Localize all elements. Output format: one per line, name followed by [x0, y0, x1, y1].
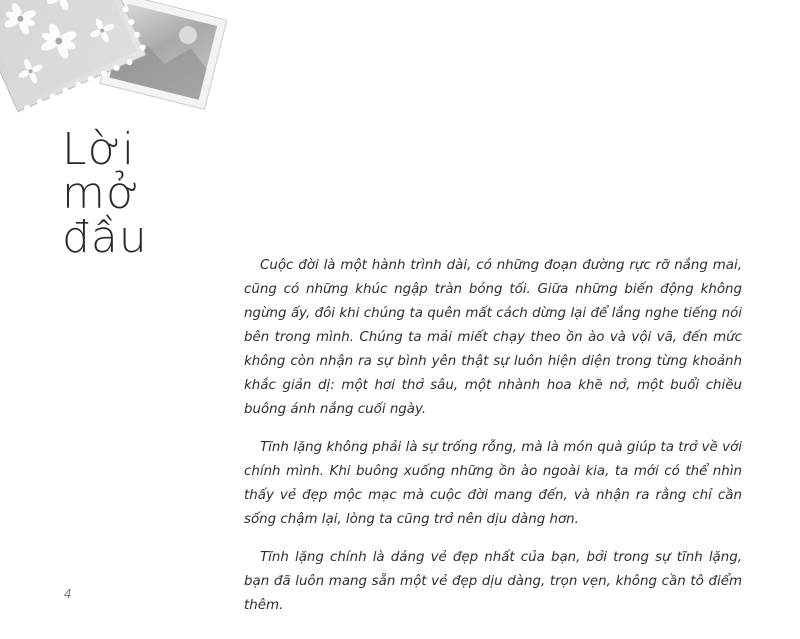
body-text	[244, 254, 742, 632]
postage-stamp-flowers-icon	[0, 0, 150, 115]
chapter-title-line: mở	[62, 168, 141, 219]
chapter-title-line: Lời	[62, 124, 136, 175]
paragraph: Cuộc đời là một hành trình dài, có những đoạn đường rực rỡ nắng mai, cũng có những khúc ngập tràn bóng tối. Giữa những biến động không ngừng ấy, đôi khi chúng ta quên mất cách dừng lại để lắng nghe tiếng nói bên trong mình. Chúng ta mải miết chạy theo ồn ào và vội vã, đến mức không còn nhận ra sự bình yên thật sự luôn hiện diện trong từng khoảnh khắc giản dị: một hơi thở sâu, một nhành hoa khẽ nở, một buổi chiều buông ánh nắng cuối ngày.	[244, 258, 742, 417]
chapter-title-line: đầu	[62, 212, 148, 263]
page-number: 4	[64, 587, 72, 601]
chapter-title	[62, 124, 148, 263]
paragraph: Tĩnh lặng chính là dáng vẻ đẹp nhất của bạn, bởi trong sự tĩnh lặng, bạn đã luôn mang sẵn một vẻ đẹp dịu dàng, trọn vẹn, không cần tô điểm thêm.	[244, 550, 742, 613]
paragraph: Tĩnh lặng không phải là sự trống rỗng, mà là món quà giúp ta trở về với chính mình. Khi buông xuống những ồn ào ngoài kia, ta mới có thể nhìn thấy vẻ đẹp mộc mạc mà cuộc đời mang đến, và nhận ra rằng chỉ cần sống chậm lại, lòng ta cũng trở nên dịu dàng hơn.	[244, 440, 742, 527]
